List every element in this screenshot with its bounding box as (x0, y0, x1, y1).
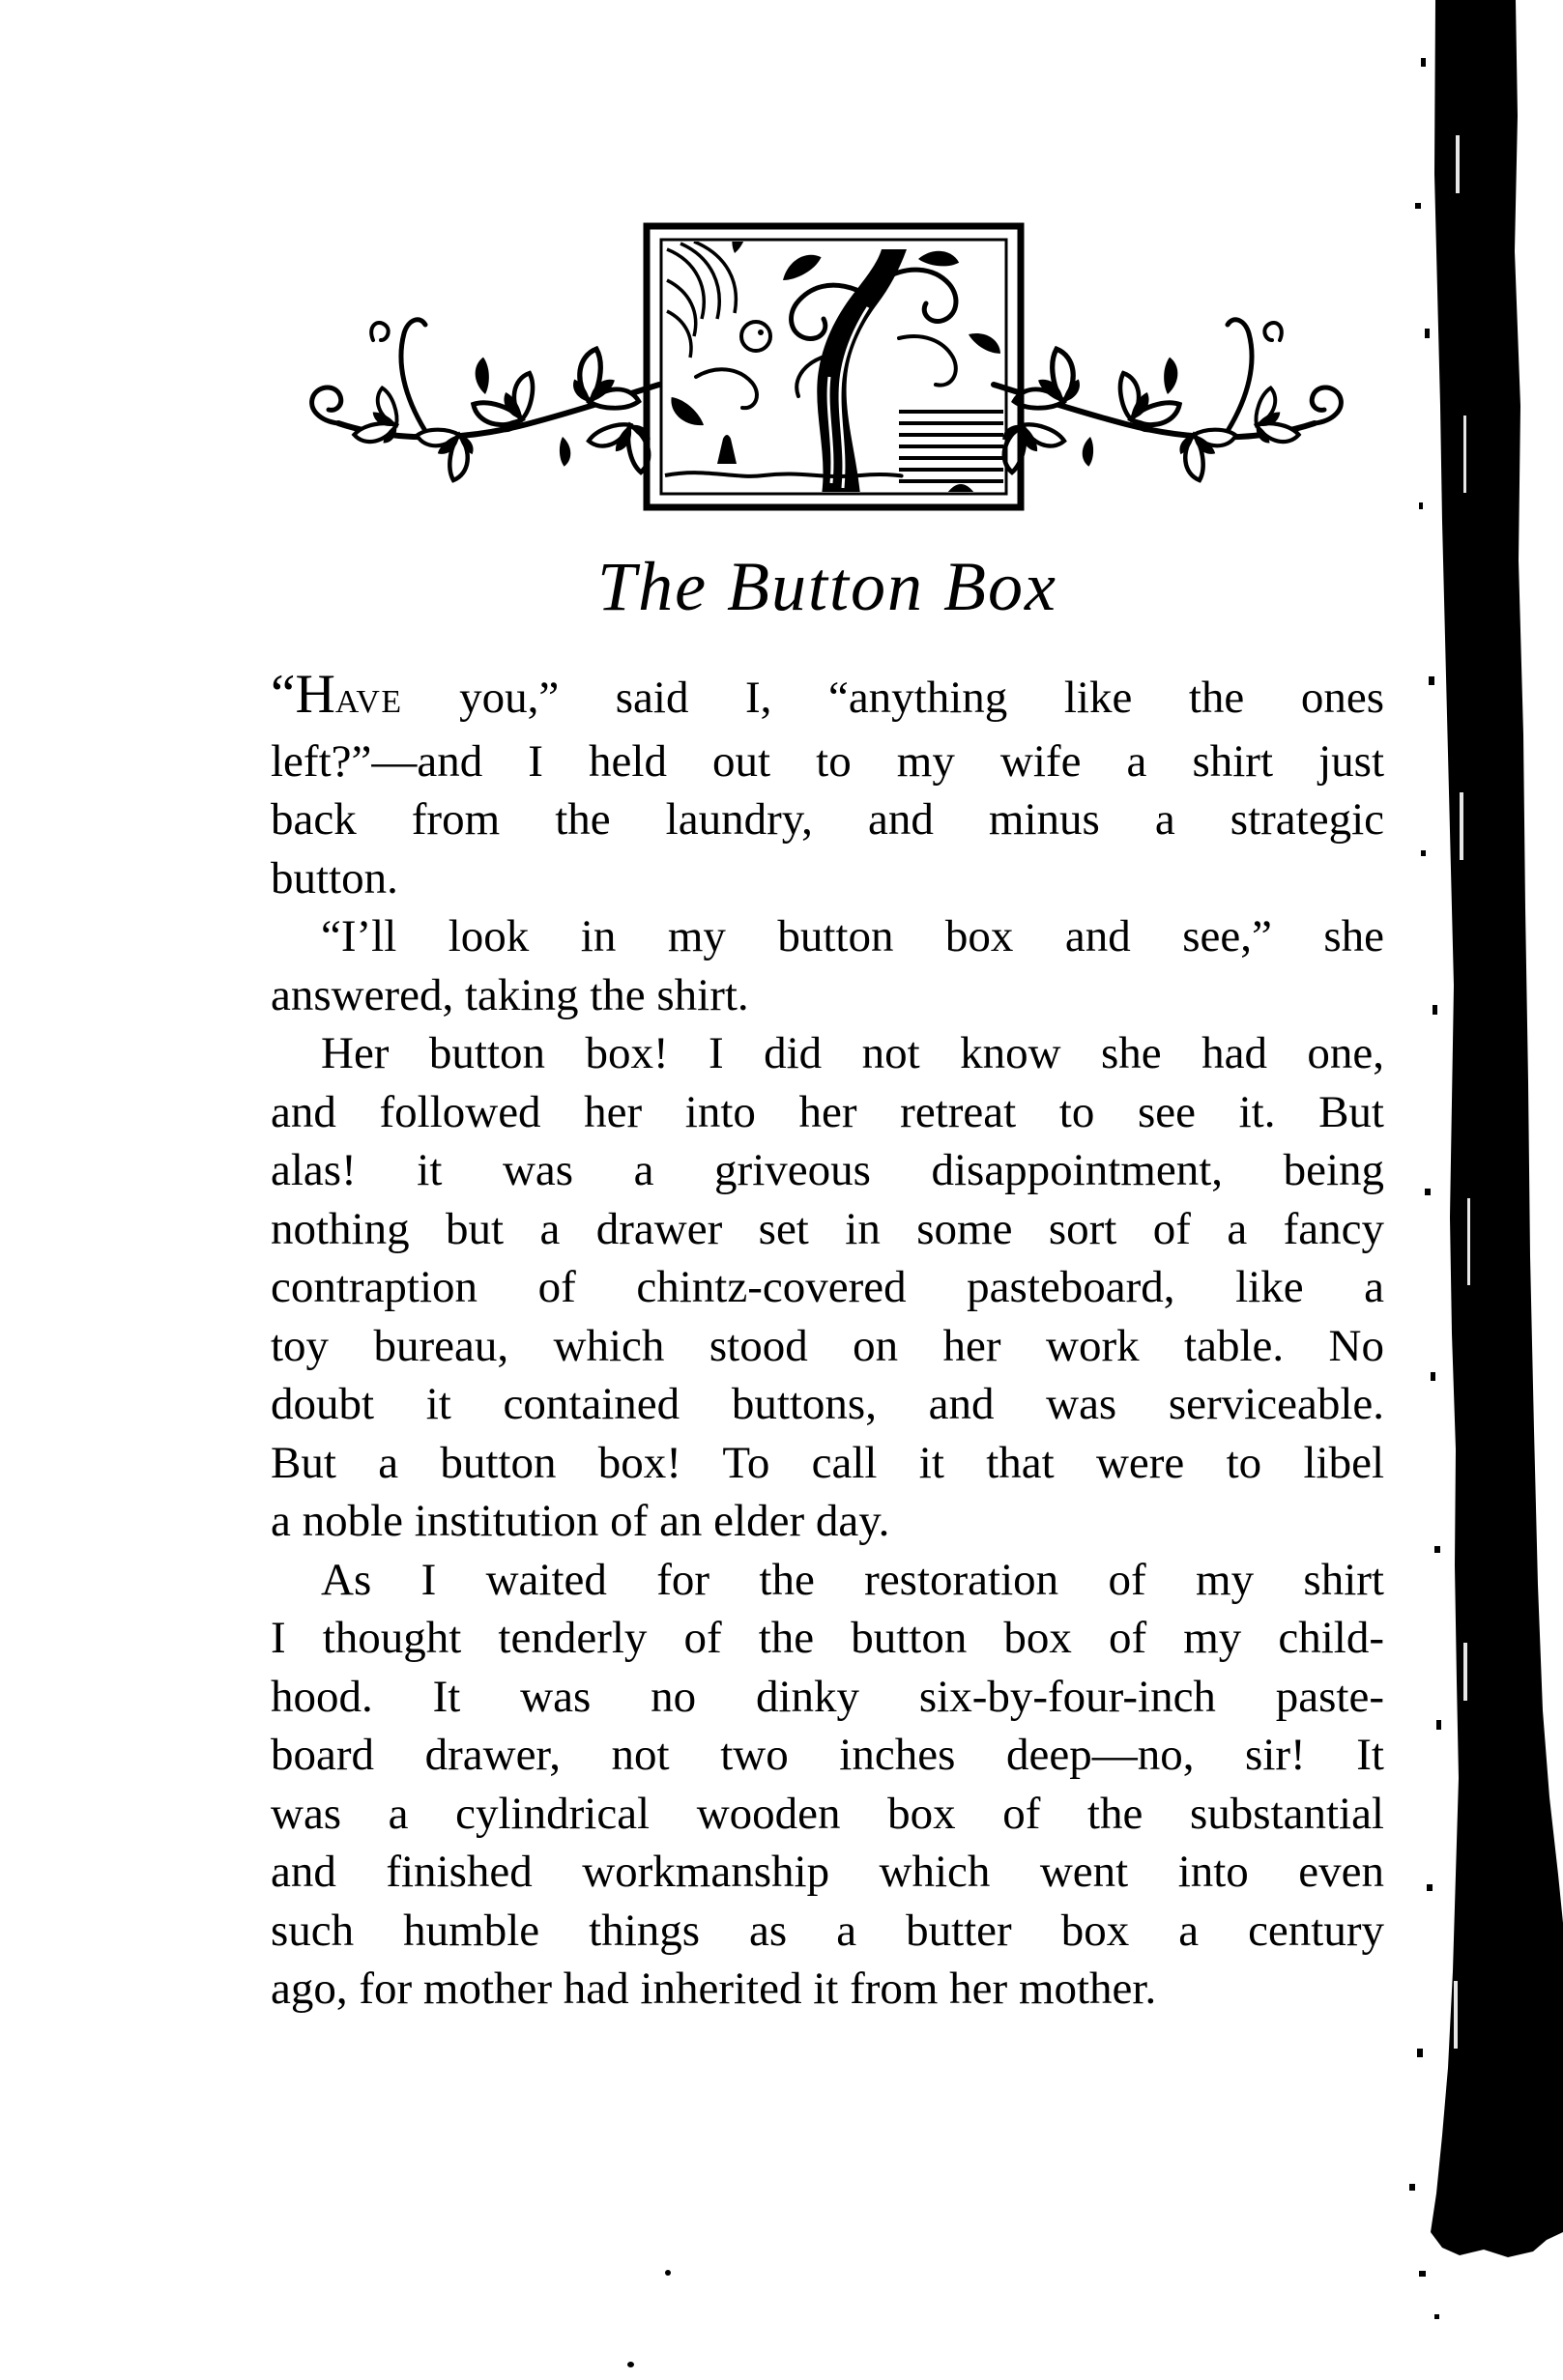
body-line: button. (271, 852, 398, 903)
body-line: answered, taking the shirt. (271, 969, 749, 1020)
body-line-text: you,” said I, “anything like the ones (402, 673, 1384, 723)
body-line: toy bureau, which stood on her work table. No (271, 1320, 1384, 1371)
body-line: “I’ll look in my button box and see,” she (321, 911, 1384, 961)
smallcaps-lead: AVE (334, 684, 403, 720)
drop-initial: “H (271, 664, 335, 725)
body-line: board drawer, not two inches deep—no, sir! It (271, 1730, 1384, 1780)
vine-flourish-right (983, 320, 1341, 490)
body-line: and finished workmanship which went into even (271, 1847, 1384, 1897)
body-line (271, 664, 1384, 732)
body-line: alas! it was a griveous disappointment, being (271, 1145, 1384, 1195)
woodcut-scene (665, 219, 1004, 495)
body-line: a noble institution of an elder day. (271, 1496, 890, 1546)
body-line: hood. It was no dinky six-by-four-inch paste- (271, 1671, 1384, 1722)
body-line: But a button box! To call it that were to libel (271, 1437, 1384, 1488)
body-line: As I waited for the restoration of my shirt (321, 1554, 1384, 1605)
body-line: such humble things as a butter box a century (271, 1905, 1384, 1956)
body-line: was a cylindrical wooden box of the substantial (271, 1788, 1384, 1839)
body-line: ago, for mother had inherited it from her mother. (271, 1964, 1157, 2014)
header-woodcut-illustration (280, 135, 1373, 522)
body-line: contraption of chintz-covered pasteboard, like a (271, 1262, 1384, 1312)
scan-gutter-shadow (1392, 0, 1563, 2380)
scan-speck (665, 2270, 671, 2276)
body-line: left?”—and I held out to my wife a shirt just (271, 735, 1384, 787)
body-line: and followed her into her retreat to see it. But (271, 1086, 1384, 1137)
vine-flourish-left (312, 320, 670, 490)
body-line: I thought tenderly of the button box of my child- (271, 1613, 1384, 1663)
body-line: nothing but a drawer set in some sort of a fancy (271, 1203, 1384, 1254)
body-line: back from the laundry, and minus a strategic (271, 794, 1384, 845)
body-line: Her button box! I did not know she had one, (321, 1028, 1384, 1078)
body-text (271, 664, 1384, 2019)
body-line: doubt it contained buttons, and was serviceable. (271, 1379, 1384, 1429)
chapter-title: The Button Box (597, 548, 1057, 625)
scan-speck (627, 2362, 634, 2367)
